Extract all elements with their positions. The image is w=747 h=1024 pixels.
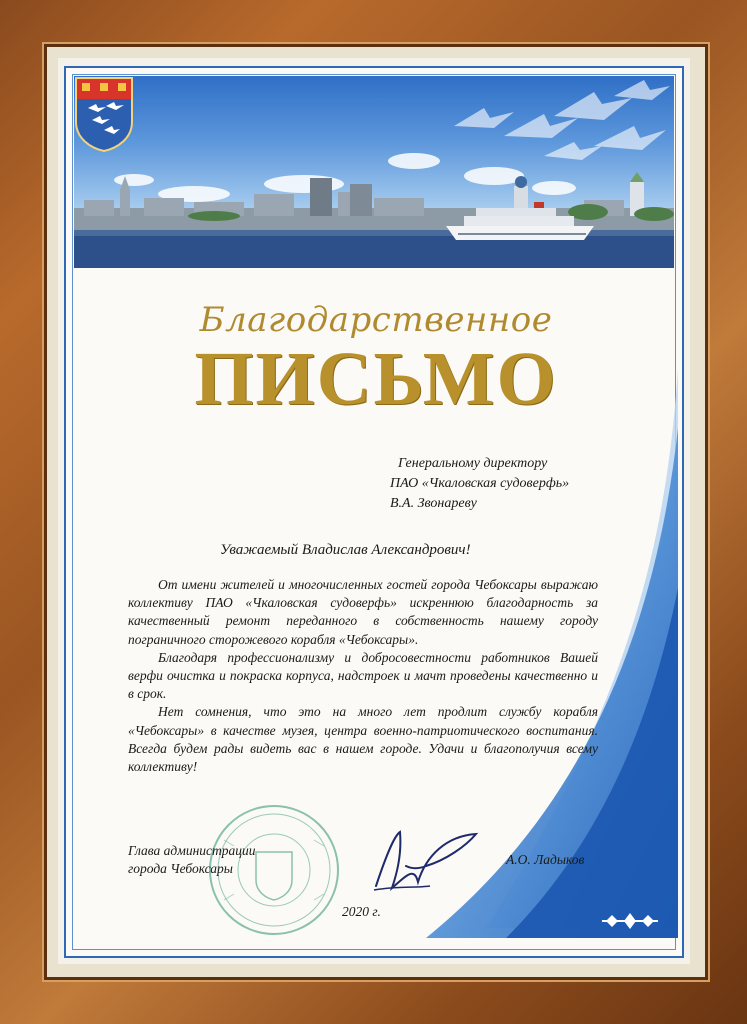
addressee-line: ПАО «Чкаловская судоверфь» — [390, 476, 570, 491]
title-script: Благодарственное — [199, 300, 553, 340]
addressee-line: В.А. Звонареву — [390, 496, 477, 511]
greeting: Уважаемый Владислав Александрович! — [220, 542, 471, 558]
certificate-paper — [64, 66, 684, 958]
addressee-line: Генеральному директору — [398, 456, 548, 471]
city-panorama-banner — [74, 76, 674, 268]
signatory-name: А.О. Ладыков — [506, 852, 585, 867]
paragraph: От имени жителей и многочисленных гостей города Чебоксары выражаю коллективу ПАО «Чкаловская судоверфь» искреннюю благодарность за качественный ремонт переданного в собственность нашему городу пограничного сторожевого корабля «Чебоксары». — [128, 577, 598, 647]
chuvash-ornament-icon — [600, 910, 660, 932]
signatory-title — [128, 842, 256, 878]
city-skyline-illustration — [74, 76, 674, 268]
letter-body — [128, 576, 598, 776]
signatory-title-line: Глава администрации — [128, 843, 256, 858]
signature-icon — [366, 816, 486, 896]
signatory-title-line: города Чебоксары — [128, 861, 233, 876]
title-main: ПИСЬМО — [194, 337, 558, 421]
date: 2020 г. — [342, 904, 381, 919]
paragraph: Благодаря профессионализму и добросовестности работников Вашей верфи очистка и покраска корпуса, надстроек и мачт проведены качественно и в срок. — [128, 649, 598, 702]
addressee-block — [390, 454, 569, 514]
paragraph: Нет сомнения, что это на много лет продлит службу корабля «Чебоксары» в качестве музея, центра военно-патриотического воспитания. Всегда будем рады видеть вас в нашем городе. Удачи и благополучия всему коллективу! — [128, 704, 598, 775]
coat-of-arms-icon — [74, 76, 134, 152]
